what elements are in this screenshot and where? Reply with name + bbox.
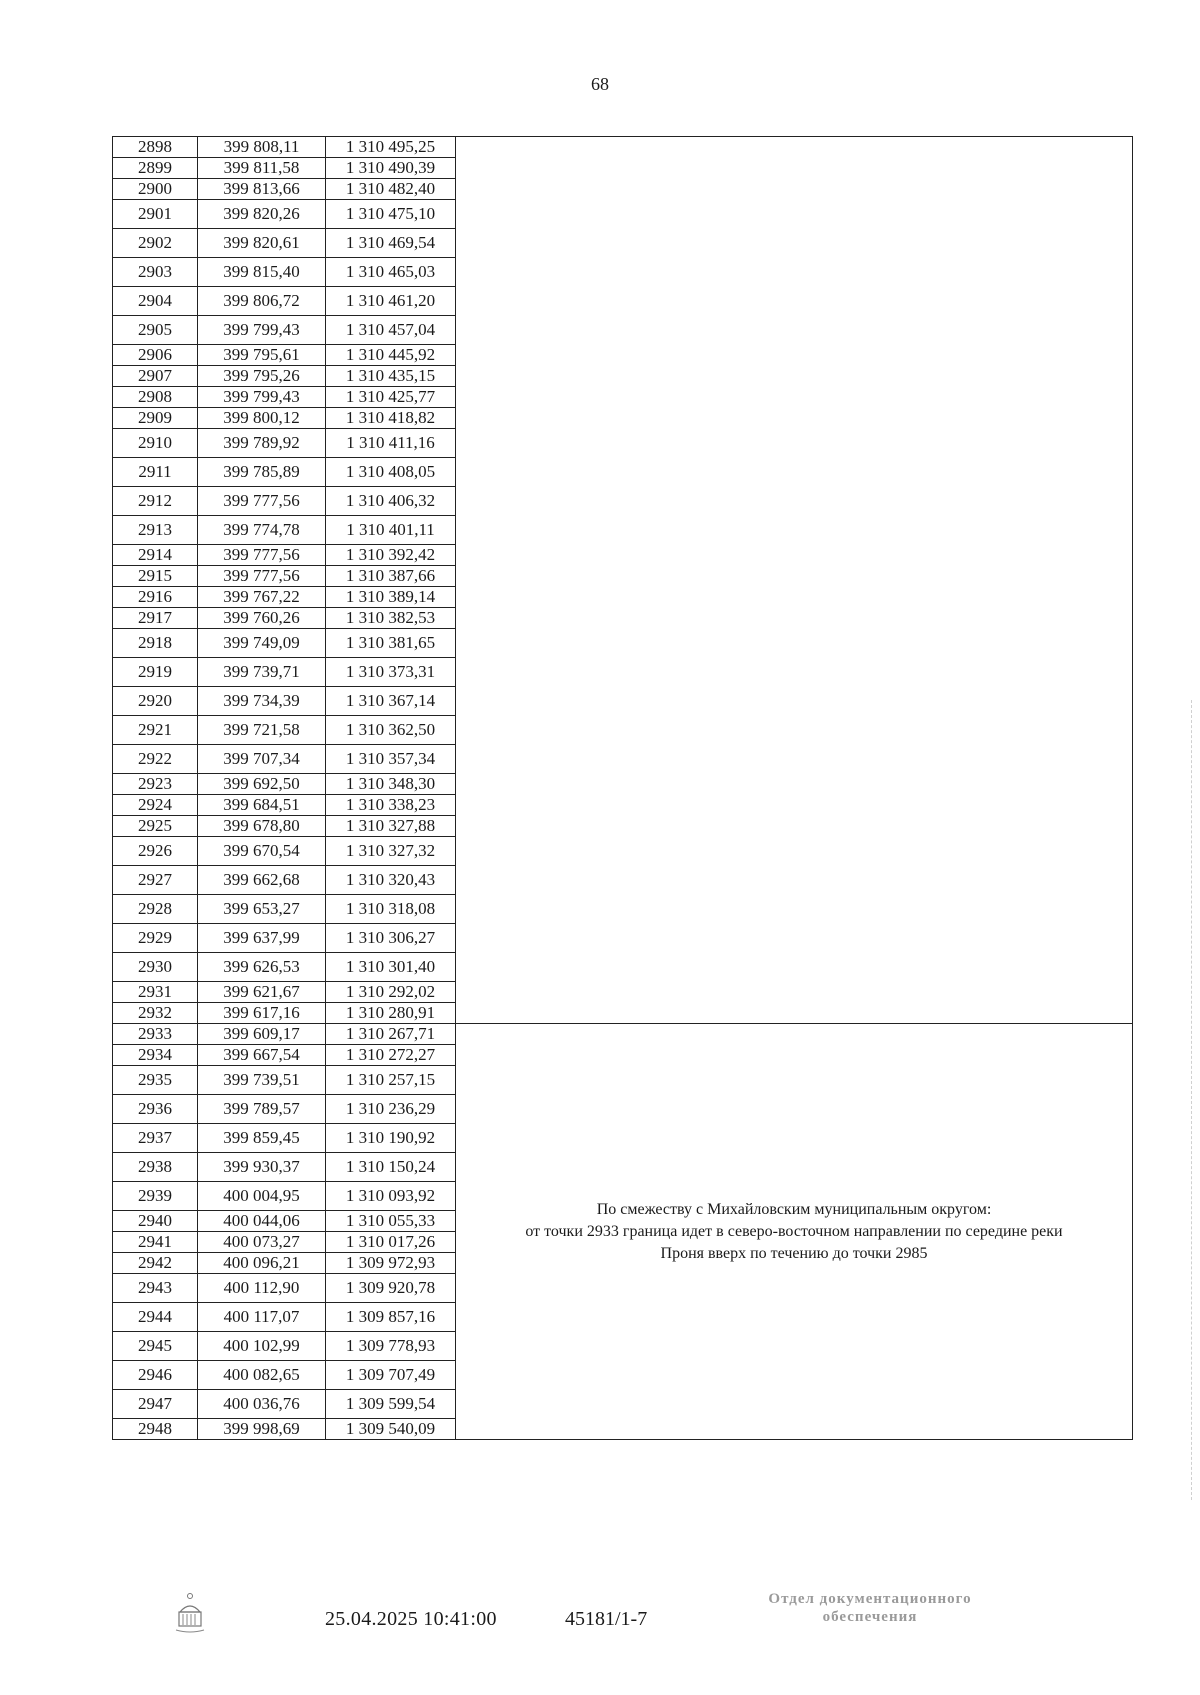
point-number-cell: 2909 (113, 408, 198, 429)
coordinate-x-cell: 400 004,95 (198, 1182, 326, 1211)
coordinate-y-cell: 1 310 367,14 (326, 687, 456, 716)
coordinate-y-cell: 1 310 382,53 (326, 608, 456, 629)
point-number-cell: 2935 (113, 1066, 198, 1095)
coordinate-x-cell: 400 044,06 (198, 1211, 326, 1232)
coordinate-x-cell: 399 707,34 (198, 745, 326, 774)
point-number-cell: 2936 (113, 1095, 198, 1124)
point-number-cell: 2914 (113, 545, 198, 566)
coordinate-y-cell: 1 310 150,24 (326, 1153, 456, 1182)
coordinate-y-cell: 1 310 373,31 (326, 658, 456, 687)
coordinate-y-cell: 1 310 411,16 (326, 429, 456, 458)
coordinate-y-cell: 1 309 972,93 (326, 1253, 456, 1274)
coordinate-y-cell: 1 310 465,03 (326, 258, 456, 287)
coordinate-x-cell: 399 998,69 (198, 1419, 326, 1440)
coordinate-x-cell: 399 815,40 (198, 258, 326, 287)
coordinate-x-cell: 399 617,16 (198, 1003, 326, 1024)
emblem-icon-svg (172, 1590, 208, 1636)
coordinate-x-cell: 399 930,37 (198, 1153, 326, 1182)
coordinate-x-cell: 400 073,27 (198, 1232, 326, 1253)
point-number-cell: 2928 (113, 895, 198, 924)
coordinate-x-cell: 399 684,51 (198, 795, 326, 816)
coordinate-y-cell: 1 310 490,39 (326, 158, 456, 179)
coordinate-y-cell: 1 310 190,92 (326, 1124, 456, 1153)
coordinate-x-cell: 399 777,56 (198, 566, 326, 587)
coordinate-y-cell: 1 310 327,88 (326, 816, 456, 837)
point-number-cell: 2921 (113, 716, 198, 745)
coordinate-y-cell: 1 310 318,08 (326, 895, 456, 924)
coordinate-y-cell: 1 310 327,32 (326, 837, 456, 866)
footer-document-code: 45181/1-7 (565, 1608, 648, 1630)
point-number-cell: 2925 (113, 816, 198, 837)
point-number-cell: 2924 (113, 795, 198, 816)
coordinate-x-cell: 399 670,54 (198, 837, 326, 866)
point-number-cell: 2933 (113, 1024, 198, 1045)
coordinate-y-cell: 1 310 445,92 (326, 345, 456, 366)
coordinate-x-cell: 399 774,78 (198, 516, 326, 545)
boundary-description-line3: Проня вверх по течению до точки 2985 (660, 1244, 928, 1262)
coordinate-x-cell: 399 637,99 (198, 924, 326, 953)
coordinate-y-cell: 1 310 320,43 (326, 866, 456, 895)
coordinate-x-cell: 400 102,99 (198, 1332, 326, 1361)
coordinate-y-cell: 1 310 292,02 (326, 982, 456, 1003)
coordinate-x-cell: 399 749,09 (198, 629, 326, 658)
description-cell-upper (456, 137, 1133, 1024)
coordinate-y-cell: 1 310 475,10 (326, 200, 456, 229)
coordinate-y-cell: 1 310 017,26 (326, 1232, 456, 1253)
coordinate-y-cell: 1 309 920,78 (326, 1274, 456, 1303)
point-number-cell: 2919 (113, 658, 198, 687)
coordinate-x-cell: 399 777,56 (198, 545, 326, 566)
coordinate-x-cell: 399 813,66 (198, 179, 326, 200)
point-number-cell: 2929 (113, 924, 198, 953)
coordinate-x-cell: 399 626,53 (198, 953, 326, 982)
point-number-cell: 2906 (113, 345, 198, 366)
boundary-description-line2: от точки 2933 граница идет в северо-восточном направлении по середине реки (525, 1222, 1063, 1240)
point-number-cell: 2938 (113, 1153, 198, 1182)
coordinate-x-cell: 399 808,11 (198, 137, 326, 158)
coordinate-x-cell: 400 112,90 (198, 1274, 326, 1303)
coordinate-x-cell: 399 760,26 (198, 608, 326, 629)
watermark-line-2: обеспечения (822, 1609, 918, 1625)
coordinate-y-cell: 1 309 540,09 (326, 1419, 456, 1440)
point-number-cell: 2917 (113, 608, 198, 629)
coordinate-x-cell: 400 117,07 (198, 1303, 326, 1332)
coordinate-y-cell: 1 310 418,82 (326, 408, 456, 429)
coordinate-x-cell: 399 721,58 (198, 716, 326, 745)
coordinate-y-cell: 1 310 301,40 (326, 953, 456, 982)
point-number-cell: 2913 (113, 516, 198, 545)
page-number: 68 (591, 74, 609, 94)
coordinate-y-cell: 1 310 461,20 (326, 287, 456, 316)
footer-datetime: 25.04.2025 10:41:00 (325, 1608, 497, 1630)
point-number-cell: 2932 (113, 1003, 198, 1024)
coordinate-y-cell: 1 310 338,23 (326, 795, 456, 816)
coordinate-y-cell: 1 310 257,15 (326, 1066, 456, 1095)
point-number-cell: 2926 (113, 837, 198, 866)
coordinate-x-cell: 399 795,61 (198, 345, 326, 366)
boundary-description-line1: По смежеству с Михайловским муниципальным округом: (596, 1200, 992, 1218)
coordinate-y-cell: 1 310 306,27 (326, 924, 456, 953)
coordinate-y-cell: 1 310 408,05 (326, 458, 456, 487)
point-number-cell: 2915 (113, 566, 198, 587)
point-number-cell: 2944 (113, 1303, 198, 1332)
point-number-cell: 2931 (113, 982, 198, 1003)
coordinate-y-cell: 1 310 236,29 (326, 1095, 456, 1124)
coordinate-y-cell: 1 310 482,40 (326, 179, 456, 200)
coordinate-x-cell: 400 036,76 (198, 1390, 326, 1419)
coordinate-y-cell: 1 310 093,92 (326, 1182, 456, 1211)
point-number-cell: 2941 (113, 1232, 198, 1253)
coordinate-x-cell: 399 667,54 (198, 1045, 326, 1066)
emblem-icon (172, 1590, 208, 1636)
coordinate-y-cell: 1 310 362,50 (326, 716, 456, 745)
coordinate-x-cell: 400 096,21 (198, 1253, 326, 1274)
coordinate-x-cell: 400 082,65 (198, 1361, 326, 1390)
coordinate-x-cell: 399 795,26 (198, 366, 326, 387)
coordinate-x-cell: 399 734,39 (198, 687, 326, 716)
coordinate-x-cell: 399 811,58 (198, 158, 326, 179)
coordinate-y-cell: 1 309 599,54 (326, 1390, 456, 1419)
point-number-cell: 2948 (113, 1419, 198, 1440)
description-cell-lower (456, 1024, 1133, 1440)
coordinate-y-cell: 1 310 457,04 (326, 316, 456, 345)
coordinate-y-cell: 1 310 280,91 (326, 1003, 456, 1024)
coordinate-x-cell: 399 609,17 (198, 1024, 326, 1045)
point-number-cell: 2910 (113, 429, 198, 458)
coordinate-x-cell: 399 799,43 (198, 387, 326, 408)
point-number-cell: 2930 (113, 953, 198, 982)
coordinate-x-cell: 399 653,27 (198, 895, 326, 924)
coordinate-x-cell: 399 789,92 (198, 429, 326, 458)
point-number-cell: 2940 (113, 1211, 198, 1232)
point-number-cell: 2942 (113, 1253, 198, 1274)
coordinate-y-cell: 1 309 778,93 (326, 1332, 456, 1361)
coordinate-table-body (113, 137, 1133, 1440)
coordinate-x-cell: 399 692,50 (198, 774, 326, 795)
point-number-cell: 2916 (113, 587, 198, 608)
coordinate-x-cell: 399 739,71 (198, 658, 326, 687)
point-number-cell: 2946 (113, 1361, 198, 1390)
point-number-cell: 2900 (113, 179, 198, 200)
department-watermark (700, 1590, 1040, 1626)
coordinate-x-cell: 399 777,56 (198, 487, 326, 516)
scan-edge-artifact (1189, 700, 1192, 1500)
coordinate-y-cell: 1 310 381,65 (326, 629, 456, 658)
point-number-cell: 2922 (113, 745, 198, 774)
point-number-cell: 2898 (113, 137, 198, 158)
coordinate-y-cell: 1 310 401,11 (326, 516, 456, 545)
coordinate-y-cell: 1 310 055,33 (326, 1211, 456, 1232)
table-row (113, 137, 1133, 158)
point-number-cell: 2945 (113, 1332, 198, 1361)
coordinate-y-cell: 1 310 435,15 (326, 366, 456, 387)
point-number-cell: 2902 (113, 229, 198, 258)
point-number-cell: 2899 (113, 158, 198, 179)
point-number-cell: 2934 (113, 1045, 198, 1066)
point-number-cell: 2905 (113, 316, 198, 345)
coordinate-x-cell: 399 859,45 (198, 1124, 326, 1153)
coordinate-y-cell: 1 310 469,54 (326, 229, 456, 258)
coordinate-y-cell: 1 310 425,77 (326, 387, 456, 408)
coordinate-table (112, 136, 1133, 1440)
coordinate-x-cell: 399 799,43 (198, 316, 326, 345)
point-number-cell: 2907 (113, 366, 198, 387)
coordinate-y-cell: 1 309 857,16 (326, 1303, 456, 1332)
point-number-cell: 2912 (113, 487, 198, 516)
coordinate-x-cell: 399 785,89 (198, 458, 326, 487)
coordinate-y-cell: 1 310 267,71 (326, 1024, 456, 1045)
coordinate-x-cell: 399 678,80 (198, 816, 326, 837)
point-number-cell: 2923 (113, 774, 198, 795)
point-number-cell: 2937 (113, 1124, 198, 1153)
coordinate-x-cell: 399 806,72 (198, 287, 326, 316)
point-number-cell: 2901 (113, 200, 198, 229)
point-number-cell: 2920 (113, 687, 198, 716)
coordinate-x-cell: 399 800,12 (198, 408, 326, 429)
point-number-cell: 2904 (113, 287, 198, 316)
point-number-cell: 2927 (113, 866, 198, 895)
coordinate-x-cell: 399 820,61 (198, 229, 326, 258)
point-number-cell: 2903 (113, 258, 198, 287)
coordinate-y-cell: 1 310 406,32 (326, 487, 456, 516)
watermark-line-1: Отдел документационного (768, 1591, 972, 1607)
table-row (113, 1024, 1133, 1045)
point-number-cell: 2918 (113, 629, 198, 658)
point-number-cell: 2939 (113, 1182, 198, 1211)
coordinate-x-cell: 399 820,26 (198, 200, 326, 229)
coordinate-y-cell: 1 309 707,49 (326, 1361, 456, 1390)
coordinate-x-cell: 399 789,57 (198, 1095, 326, 1124)
coordinate-x-cell: 399 621,67 (198, 982, 326, 1003)
coordinate-y-cell: 1 310 389,14 (326, 587, 456, 608)
coordinate-y-cell: 1 310 387,66 (326, 566, 456, 587)
coordinate-y-cell: 1 310 348,30 (326, 774, 456, 795)
coordinate-x-cell: 399 662,68 (198, 866, 326, 895)
coordinate-x-cell: 399 739,51 (198, 1066, 326, 1095)
point-number-cell: 2908 (113, 387, 198, 408)
coordinate-y-cell: 1 310 357,34 (326, 745, 456, 774)
coordinate-x-cell: 399 767,22 (198, 587, 326, 608)
boundary-description (456, 1199, 1132, 1265)
coordinate-y-cell: 1 310 272,27 (326, 1045, 456, 1066)
coordinate-y-cell: 1 310 392,42 (326, 545, 456, 566)
coordinate-y-cell: 1 310 495,25 (326, 137, 456, 158)
point-number-cell: 2943 (113, 1274, 198, 1303)
point-number-cell: 2947 (113, 1390, 198, 1419)
point-number-cell: 2911 (113, 458, 198, 487)
